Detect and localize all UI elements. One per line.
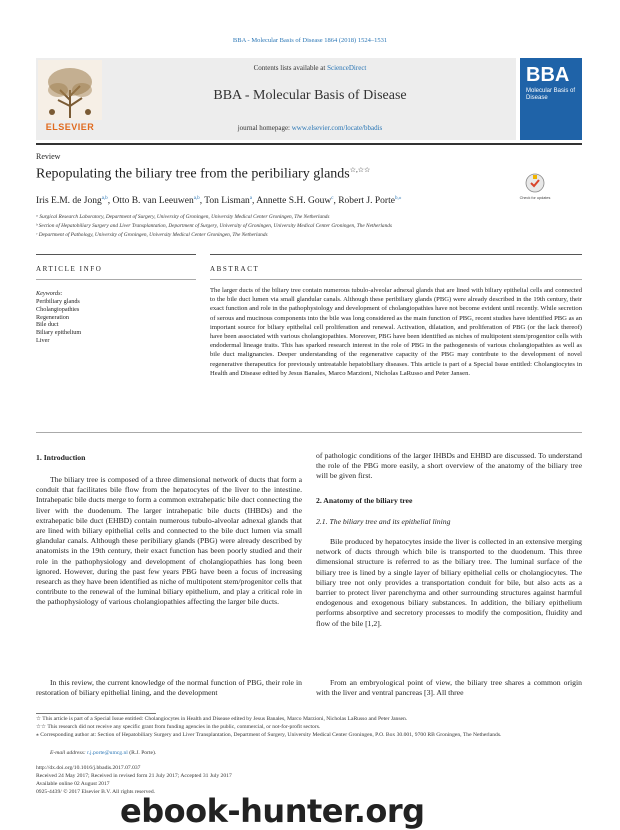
copyright: 0925-4439/ © 2017 Elsevier B.V. All rights reserved. — [36, 789, 156, 795]
author-list: Iris E.M. de Jong$^{a,b}$, Otto B. van Leeuwen$^{a,b}$, Ton Lisman$^a$, Annette S.H. Gouw$^c$, Robert J. Porte$^{b,⁎}$ — [36, 196, 402, 207]
keyword: Liver — [36, 336, 50, 344]
section-1-heading: 1. Introduction — [36, 453, 86, 462]
author-5[interactable]: Robert J. Porte — [338, 196, 395, 207]
article-title-text: Repopulating the biliary tree from the peribiliary glands — [36, 166, 350, 182]
cover-title: BBA — [526, 64, 570, 86]
cover-subtitle: Molecular Basis of Disease — [526, 88, 576, 101]
abstract-text: The larger ducts of the biliary tree contain numerous tubulo-alveolar adnexal glands that are lined with biliary epithelial cells and connected to the bile duct lumen via small glandular canals. Although these peribiliary glands (PBG) were already described in the 19th century, their exact function and role in the pathophysiology and development of cholangiopathies have not become evident until recently. While secretion of serous and mucinous components into the bile was long considered as the main function of PBG, recent studies have identified PBG as an important source for biliary epithelial cell proliferation and renewal. Activation, dilatation, and proliferation of PBG (or the lack thereof) have been associated with various cholangiopathies. Moreover, PBG have been identified as niches of multipotent stem/progenitor cells with endodermal lineage traits. This has sparked research interest in the role of PBG in the pathogenesis of various cholangiopathies as well as bile duct malignancies. Deeper understanding of the regenerative capacity of the PBG may contribute to the development of novel regenerative therapeutics for previously untreatable hepatobiliary diseases. This article is part of a Special Issue entitled: Cholangiocytes in Health and Disease edited by Jesus Banales, Marco Marzioni, Nicholas LaRusso and Peter Jansen. — [210, 287, 582, 377]
intro-paragraph-1: The biliary tree is composed of a three dimensional network of ducts that form a conduit that facilitates bile flow from the hepatocytes of the liver to the intestine. Intrahepatic bile ducts merge to form a common extrahepatic bile duct connecting the liver with the duodenum. The larger intrahepatic bile ducts (IHBDs) and the extrahepatic bile duct (EHBD) contain numerous tubulo-alveolar adnexal glands that are lined with biliary epithelial cells and connected to the bile duct lumen via small glandular canals. Although these peribiliary glands (PBG) were already described by anatomists in the 19th century, their exact function has been poorly studied and their role in the pathophysiology and development of cholangiopathies has long been ignored. However, during the past few years PBG have been a focus of increasing research as they have been identified as niche of multipotent stem/progenitor cells that contribute to the renewal of the luminal biliary epithelium, and play a critical role in the pathophysiology of various cholangiopathies affecting the larger bile ducts. — [36, 475, 302, 607]
keyword: Biliary epithelium — [36, 329, 82, 337]
affiliation-b: ᵇ Section of Hepatobiliary Surgery and Liver Transplantation, Department of Surgery, University of Groningen, University Medical Center Groningen, The Netherlands — [36, 223, 392, 229]
author-3-affil[interactable]: a — [249, 196, 253, 201]
author-2-affil[interactable]: a,b — [193, 196, 200, 201]
affiliation-a: ᵃ Surgical Research Laboratory, Department of Surgery, University of Groningen, University Medical Center Groningen, The Netherlands — [36, 214, 330, 220]
right-paragraph-0: of pathologic conditions of the larger IHBDs and EHBD are discussed. To understand the role of the PBG more easily, a short overview of the anatomy of the biliary tree will be given first. — [316, 451, 582, 481]
right-paragraph-2: From an embryological point of view, the biliary tree shares a common origin with the liver and ventral pancreas [3]. All three — [316, 678, 582, 698]
header-divider — [36, 143, 582, 145]
right-paragraph-1: Bile produced by hepatocytes inside the liver is collected in an extensive merging network of ducts through which bile is transported to the duodenum. This three dimensional structure is referred to as the biliary tree. The luminal surface of the biliary tree is lined by a single layer of biliary epithelial cells or cholangiocytes. The biliary tree not only provides a transportation conduit for bile, but also acts as a barrier to protect liver parenchyma and other surrounding structures against harmful endogenous and exogenous biliary substances. In addition, the biliary epithelium performs absorptive and secretory processes to modify the composition, fluidity and flow of the bile [1,2]. — [316, 537, 582, 628]
title-footnote-marks: ☆,☆☆ — [349, 166, 371, 174]
intro-paragraph-2: In this review, the current knowledge of the normal function of PBG, their role in restoration of biliary epithelial lining, and the development — [36, 678, 302, 698]
article-title — [36, 166, 370, 183]
homepage-prefix: journal homepage: — [237, 124, 292, 132]
journal-name: BBA - Molecular Basis of Disease — [213, 88, 407, 103]
footnote-rule — [36, 713, 156, 714]
available-online: Available online 02 August 2017 — [36, 781, 110, 787]
doi-link[interactable]: http://dx.doi.org/10.1016/j.bbadis.2017.07.037 — [36, 765, 141, 771]
affiliation-c: ᶜ Department of Pathology, University of Groningen, University Medical Center Groningen, The Netherlands — [36, 232, 268, 238]
footnote-2: ☆☆ This research did not receive any specific grant from funding agencies in the public, commercial, or not-for-profit sectors. — [36, 724, 321, 730]
keyword: Peribiliary glands — [36, 298, 80, 305]
journal-homepage — [104, 124, 516, 132]
keyword: Regeneration — [36, 313, 69, 321]
publisher-name: ELSEVIER — [45, 122, 95, 132]
journal-citation[interactable]: BBA - Molecular Basis of Disease 1864 (2018) 1524–1531 — [232, 37, 388, 44]
keyword: Cholangiopathies — [36, 305, 80, 313]
abstract-heading: ABSTRACT — [210, 265, 260, 273]
article-info-subrule — [36, 279, 196, 280]
watermark: ebook-hunter.org — [120, 792, 425, 830]
contents-line — [104, 64, 516, 72]
abstract-end-rule — [36, 432, 582, 433]
author-4[interactable]: Annette S.H. Gouw — [256, 196, 332, 207]
author-3[interactable]: Ton Lisman — [204, 196, 250, 207]
footnote-3: ⁎ Corresponding author at: Section of Hepatobiliary Surgery and Liver Transplantation, Department of Surgery, University Medical Center Groningen, P.O. Box 30.001, 9700 RB Groningen, The Netherlands. — [36, 732, 502, 738]
author-4-affil[interactable]: c — [331, 196, 334, 201]
email-label: E-mail address: — [50, 750, 88, 756]
received-dates: Received 24 May 2017; Received in revised form 21 July 2017; Accepted 31 July 2017 — [36, 773, 232, 779]
homepage-link[interactable]: www.elsevier.com/locate/bbadis — [291, 124, 383, 132]
email-line — [50, 750, 156, 757]
keywords-label: Keywords: — [36, 290, 63, 297]
article-type: Review — [36, 152, 61, 161]
article-info-heading: ARTICLE INFO — [36, 265, 103, 273]
section-2-1-heading: 2.1. The biliary tree and its epithelial lining — [316, 517, 451, 526]
author-1-affil[interactable]: a,b — [101, 196, 108, 201]
sciencedirect-link[interactable]: ScienceDirect — [327, 64, 367, 72]
keywords-list — [36, 298, 81, 345]
email-link[interactable]: r.j.porte@umcg.nl — [87, 750, 128, 756]
check-updates-label[interactable]: Check for updates — [519, 196, 551, 200]
abstract-subrule — [210, 279, 582, 280]
contents-prefix: Contents lists available at — [253, 64, 328, 72]
keyword: Bile duct — [36, 321, 59, 329]
footnote-1: ☆ This article is part of a Special Issue entitled: Cholangiocytes in Health and Disease edited by Jesus Banales, Marco Marzioni, Nicholas LaRusso and Peter Jansen. — [36, 716, 408, 722]
email-suffix: (R.J. Porte). — [127, 750, 157, 756]
article-info-rule — [36, 254, 196, 255]
section-2-heading: 2. Anatomy of the biliary tree — [316, 496, 413, 505]
author-1[interactable]: Iris E.M. de Jong — [36, 196, 102, 207]
author-5-affil[interactable]: b,⁎ — [394, 196, 402, 201]
author-2[interactable]: Otto B. van Leeuwen — [112, 196, 194, 207]
abstract-rule — [210, 254, 582, 255]
